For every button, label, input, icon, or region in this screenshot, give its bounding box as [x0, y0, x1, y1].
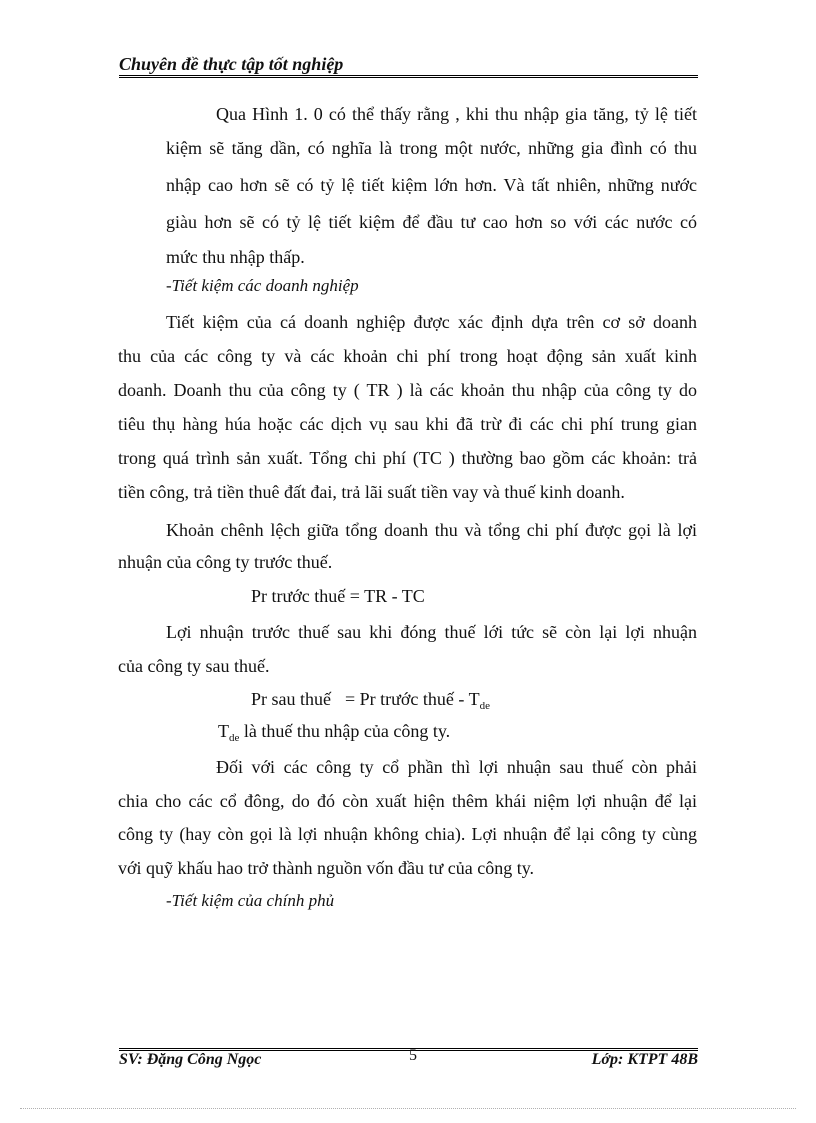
- section-heading: -Tiết kiệm các doanh nghiệp: [166, 276, 359, 295]
- paragraph-text: Khoản chênh lệch giữa tổng doanh thu và tổng chi phí được gọi là lợi: [166, 520, 697, 540]
- paragraph-line: [166, 620, 697, 644]
- definition-line: [218, 719, 450, 750]
- paragraph-text: Qua Hình 1. 0 có thể thấy rằng , khi thu nhập gia tăng, tỷ lệ tiết: [216, 104, 697, 124]
- page-header: [119, 52, 697, 76]
- paragraph-line: chia cho các cổ đông, do đó còn xuất hiện thêm khái niệm lợi nhuận để lại: [118, 791, 697, 811]
- paragraph-line: [216, 755, 697, 779]
- formula-line: [251, 687, 490, 718]
- paragraph-line: của công ty sau thuế.: [118, 656, 270, 676]
- paragraph-line: giàu hơn sẽ có tỷ lệ tiết kiệm để đầu tư cao hơn so với các nước có: [166, 212, 697, 232]
- paragraph-line: [216, 102, 697, 126]
- page-number: 5: [409, 1047, 417, 1064]
- paragraph-text: Lợi nhuận trước thuế sau khi đóng thuế lới tức sẽ còn lại lợi nhuận: [166, 622, 697, 642]
- header-title: Chuyên đề thực tập tốt nghiệp: [119, 54, 344, 74]
- paragraph-line: tiền công, trả tiền thuê đất đai, trả lãi suất tiền vay và thuế kinh doanh.: [118, 482, 625, 502]
- paragraph-line: [166, 310, 697, 334]
- footer-class: Lớp: KTPT 48B: [591, 1051, 698, 1068]
- formula-rhs: = Pr trước thuế - T: [345, 689, 480, 709]
- formula-subscript: de: [479, 700, 490, 712]
- paragraph-line: nhập cao hơn sẽ có tỷ lệ tiết kiệm lớn hơn. Và tất nhiên, những nước: [166, 175, 697, 195]
- paragraph-text: Tiết kiệm của cá doanh nghiệp được xác định dựa trên cơ sở doanh: [166, 312, 697, 332]
- paragraph-line: nhuận của công ty trước thuế.: [118, 552, 333, 572]
- paragraph-line: [166, 518, 697, 542]
- paragraph-line: với quỹ khấu hao trở thành nguồn vốn đầu tư của công ty.: [118, 858, 535, 878]
- paragraph-line: doanh. Doanh thu của công ty ( TR ) là các khoản thu nhập của công ty do: [118, 380, 697, 400]
- footer-student-name: SV: Đặng Công Ngọc: [119, 1051, 262, 1068]
- paragraph-line: kiệm sẽ tăng dần, có nghĩa là trong một nước, những gia đình có thu: [166, 138, 697, 158]
- section-heading: -Tiết kiệm của chính phủ: [166, 891, 335, 910]
- formula-line: Pr trước thuế = TR - TC: [251, 586, 425, 606]
- paragraph-line: công ty (hay còn gọi là lợi nhuận không chia). Lợi nhuận để lại công ty cùng: [118, 824, 697, 844]
- paragraph-line: tiêu thụ hàng húa hoặc các dịch vụ sau khi đã trừ đi các chi phí trung gian: [118, 414, 697, 434]
- tde-subscript: de: [229, 732, 240, 744]
- paragraph-line: mức thu nhập thấp.: [166, 247, 305, 267]
- paragraph-line: thu của các công ty và các khoản chi phí trong hoạt động sản xuất kinh: [118, 346, 697, 366]
- formula-lhs: Pr sau thuế: [251, 689, 331, 709]
- paragraph-line: trong quá trình sản xuất. Tổng chi phí (TC ) thường bao gồm các khoản: trả: [118, 448, 697, 468]
- paragraph-text: Đối với các công ty cổ phần thì lợi nhuận sau thuế còn phải: [216, 757, 697, 777]
- header-rule: [119, 75, 698, 78]
- tde-text: là thuế thu nhập của công ty.: [239, 721, 451, 741]
- tde-symbol: T: [218, 721, 229, 741]
- page-footer: [119, 1047, 698, 1075]
- page-bottom-edge: [20, 1108, 796, 1109]
